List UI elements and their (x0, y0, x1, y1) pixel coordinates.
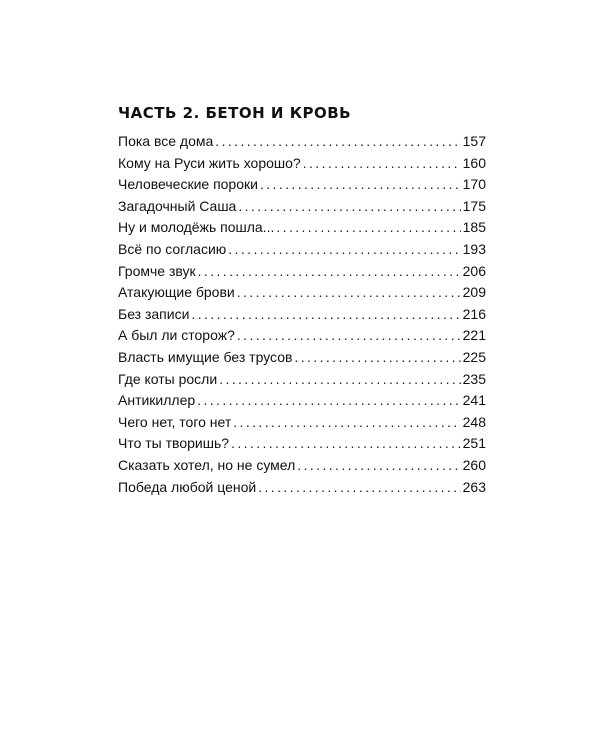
toc-entry (118, 433, 486, 455)
dot-leader (297, 455, 460, 477)
toc-entry-title: Человеческие пороки (118, 176, 258, 193)
toc-entry-page: 251 (462, 435, 486, 452)
toc-entry-page: 225 (462, 348, 486, 365)
toc-entry (118, 131, 486, 153)
toc-entry-page: 248 (462, 413, 486, 430)
dot-leader (276, 217, 460, 239)
dot-leader (228, 239, 460, 261)
toc-entry (118, 325, 486, 347)
toc-entry-page: 235 (462, 370, 486, 387)
dot-leader (258, 477, 460, 499)
toc-entry-title: Пока все дома (118, 133, 214, 149)
toc-list (118, 131, 486, 498)
dot-leader (294, 347, 460, 369)
toc-entry-page: 175 (462, 197, 486, 214)
toc-entry-page: 185 (462, 219, 486, 236)
dot-leader (303, 153, 461, 175)
toc-entry (118, 304, 486, 326)
toc-entry-page: 193 (462, 240, 486, 257)
toc-entry-title: Ну и молодёжь пошла... (118, 219, 275, 236)
toc-entry-page: 160 (462, 154, 486, 171)
toc-entry-page: 241 (462, 392, 486, 409)
toc-entry (118, 261, 486, 283)
toc-entry (118, 174, 486, 196)
toc-entry-title: Сказать хотел, но не сумел (118, 456, 296, 473)
toc-entry (118, 153, 486, 175)
dot-leader (219, 369, 460, 391)
toc-entry (118, 390, 486, 412)
toc-entry-page: 216 (462, 305, 486, 322)
toc-entry-title: Власть имущие без трусов (118, 348, 293, 365)
dot-leader (237, 282, 461, 304)
toc-entry-title: Кому на Руси жить хорошо? (118, 154, 301, 171)
toc-entry-page: 206 (462, 262, 486, 279)
toc-entry (118, 412, 486, 434)
toc-entry (118, 369, 486, 391)
toc-entry-page: 263 (462, 478, 486, 495)
toc-entry (118, 477, 486, 499)
toc-entry (118, 347, 486, 369)
toc-entry-page: 209 (462, 284, 486, 301)
toc-entry-title: А был ли сторож? (118, 327, 235, 344)
toc-entry-page: 157 (462, 133, 486, 149)
toc-entry-title: Где коты росли (118, 370, 218, 387)
toc-entry-title: Атакующие брови (118, 284, 235, 301)
toc-entry-title: Всё по согласию (118, 240, 227, 257)
dot-leader (237, 325, 461, 347)
dot-leader (260, 174, 461, 196)
toc-entry (118, 239, 486, 261)
dot-leader (238, 196, 460, 218)
toc-entry-title: Антикиллер (118, 392, 196, 409)
dot-leader (197, 390, 460, 412)
toc-entry-page: 260 (462, 456, 486, 473)
toc-entry-title: Загадочный Саша (118, 197, 237, 214)
table-of-contents (118, 104, 486, 498)
toc-entry-title: Без записи (118, 305, 190, 322)
toc-entry-page: 170 (462, 176, 486, 193)
dot-leader (198, 261, 461, 283)
toc-entry (118, 217, 486, 239)
toc-entry (118, 455, 486, 477)
dot-leader (231, 433, 461, 455)
dot-leader (191, 304, 460, 326)
toc-entry (118, 196, 486, 218)
toc-entry (118, 282, 486, 304)
dot-leader (215, 131, 460, 153)
toc-entry-title: Что ты творишь? (118, 435, 230, 452)
part-heading: ЧАСТЬ 2. БЕТОН И КРОВЬ (118, 104, 352, 122)
toc-entry-title: Чего нет, того нет (118, 413, 232, 430)
toc-entry-page: 221 (462, 327, 486, 344)
dot-leader (233, 412, 460, 434)
toc-entry-title: Победа любой ценой (118, 478, 257, 495)
toc-entry-title: Громче звук (118, 262, 196, 279)
